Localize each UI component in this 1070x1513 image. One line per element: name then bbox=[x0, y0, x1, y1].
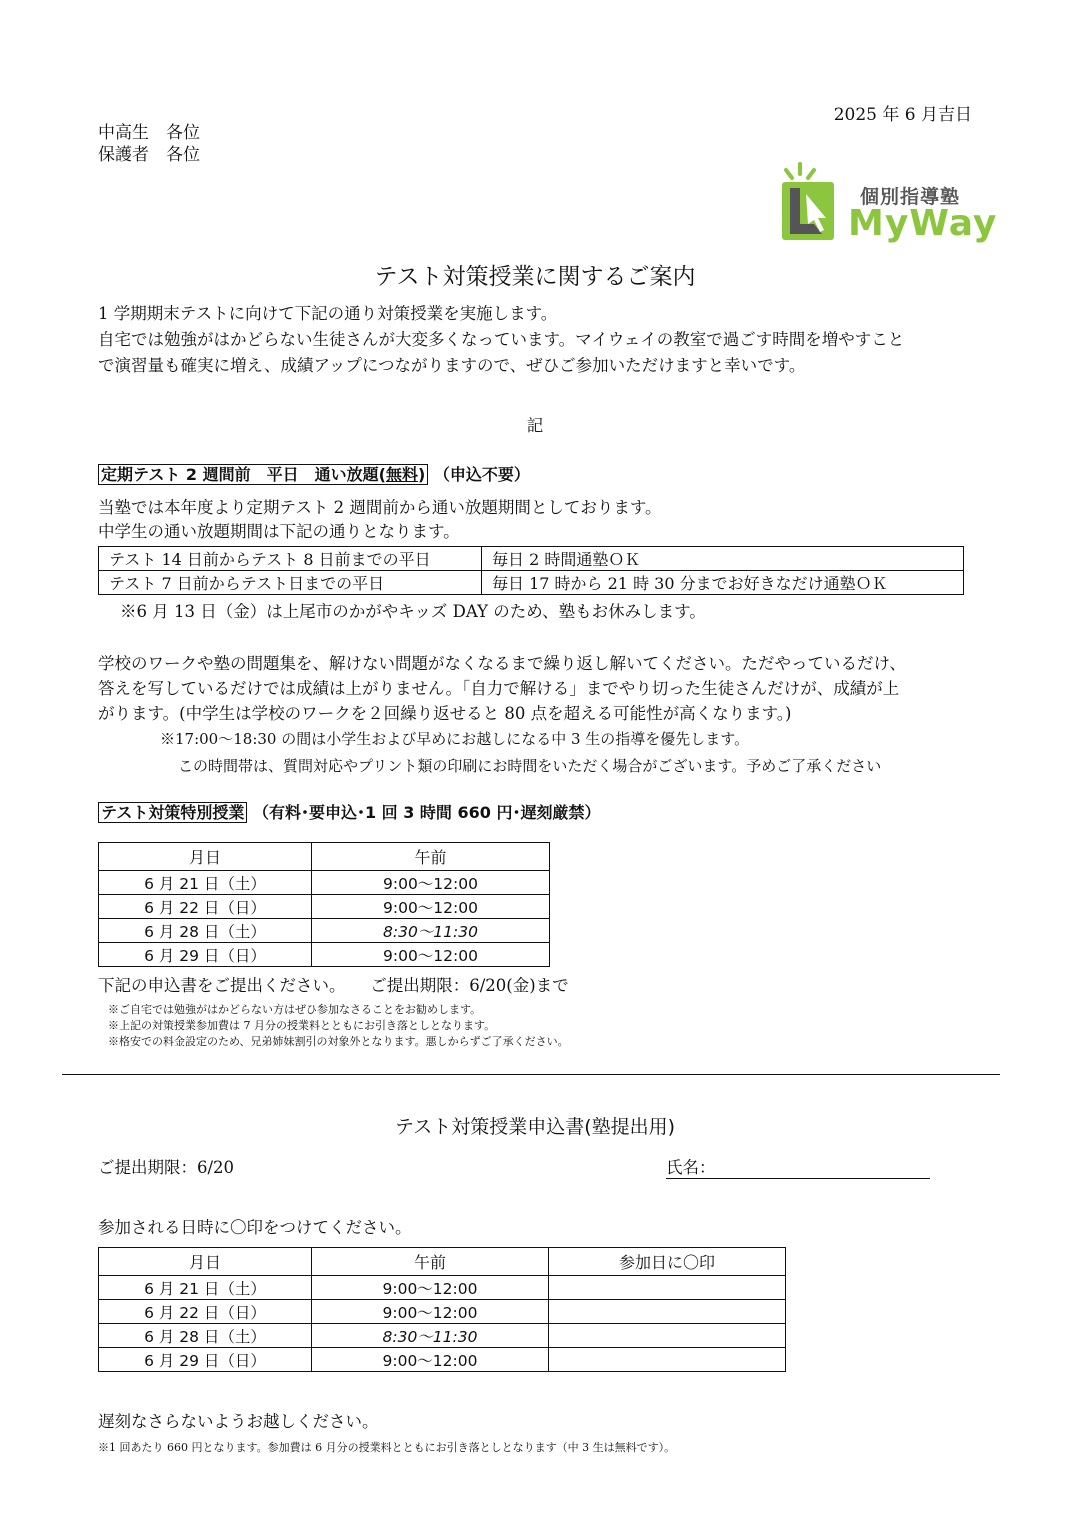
section2-heading-box: テスト対策特別授業 bbox=[98, 802, 247, 823]
advice-line-1: 学校のワークや塾の問題集を、解けない問題がなくなるまで繰り返し解いてください。ただやっているだけ、 bbox=[98, 654, 906, 673]
table-header-row bbox=[99, 1248, 786, 1276]
table-row bbox=[99, 1276, 786, 1300]
column-header-morning: 午前 bbox=[312, 1248, 549, 1276]
table-row bbox=[99, 1348, 786, 1372]
special-class-table bbox=[98, 842, 550, 967]
table-cell: 6 月 21 日（土） bbox=[99, 871, 312, 895]
intro-line-1: 1 学期期末テストに向けて下記の通り対策授業を実施します。 bbox=[98, 304, 558, 323]
ki-marker: 記 bbox=[526, 416, 544, 435]
section2-heading bbox=[98, 800, 600, 823]
table-row bbox=[99, 571, 964, 595]
table-cell: 6 月 22 日（日） bbox=[99, 895, 312, 919]
footnote: ※1 回あたり 660 円となります。参加費は 6 月分の授業料とともにお引き落としとなります（中 3 生は無料です）。 bbox=[98, 1441, 676, 1454]
table-cell: テスト 14 日前からテスト 8 日前までの平日 bbox=[99, 547, 482, 571]
table-row bbox=[99, 547, 964, 571]
small-note-2: ※上記の対策授業参加費は 7 月分の授業料とともにお引き落としとなります。 bbox=[108, 1019, 496, 1032]
table-cell: 6 月 21 日（土） bbox=[99, 1276, 312, 1300]
attendance-mark-cell[interactable] bbox=[549, 1300, 786, 1324]
table-cell: 8:30～11:30 bbox=[312, 1324, 549, 1348]
table-cell: 9:00～12:00 bbox=[312, 943, 550, 967]
section1-note: （申込不要） bbox=[433, 465, 530, 484]
table-row bbox=[99, 895, 550, 919]
section1-line-2: 中学生の通い放題期間は下記の通りとなります。 bbox=[98, 522, 460, 541]
table-cell: テスト 7 日前からテスト日までの平日 bbox=[99, 571, 482, 595]
advice-line-3: がります。(中学生は学校のワークを２回繰り返せると 80 点を超える可能性が高くなります。) bbox=[98, 704, 792, 723]
free-attendance-table bbox=[98, 546, 964, 595]
column-header-date: 月日 bbox=[99, 1248, 312, 1276]
table-cell: 6 月 28 日（土） bbox=[99, 1324, 312, 1348]
column-header-date: 月日 bbox=[99, 843, 312, 871]
section2-note: （有料･要申込･1 回 3 時間 660 円･遅刻厳禁） bbox=[252, 803, 601, 822]
table-cell: 9:00～12:00 bbox=[312, 1276, 549, 1300]
form-title: テスト対策授業申込書(塾提出用) bbox=[394, 1116, 676, 1138]
section1-heading-free: 無料 bbox=[385, 465, 418, 484]
table-row bbox=[99, 1300, 786, 1324]
attendance-mark-cell[interactable] bbox=[549, 1348, 786, 1372]
table-cell: 9:00～12:00 bbox=[312, 871, 550, 895]
section1-line-1: 当塾では本年度より定期テスト 2 週間前から通い放題期間としております。 bbox=[98, 498, 662, 517]
intro-line-2: 自宅では勉強がはかどらない生徒さんが大変多くなっています。マイウェイの教室で過ごす時間を増やすこと bbox=[98, 330, 905, 349]
divider bbox=[62, 1074, 1000, 1075]
table-cell: 6 月 29 日（日） bbox=[99, 943, 312, 967]
small-note-3: ※格安での料金設定のため、兄弟姉妹割引の対象外となります。悪しからずご了承ください。 bbox=[108, 1035, 569, 1048]
priority-note-2: この時間帯は、質問対応やプリント類の印刷にお時間をいただく場合がございます。予めご了承ください bbox=[178, 757, 882, 775]
column-header-morning: 午前 bbox=[312, 843, 550, 871]
section1-heading-box bbox=[98, 464, 428, 485]
attendance-mark-cell[interactable] bbox=[549, 1276, 786, 1300]
recipient-parents: 保護者 各位 bbox=[98, 145, 200, 165]
form-instruction: 参加される日時に〇印をつけてください。 bbox=[98, 1218, 412, 1237]
recipient-students: 中高生 各位 bbox=[98, 123, 200, 143]
intro-line-3: で演習量も確実に増え、成績アップにつながりますので、ぜひご参加いただけますと幸いです。 bbox=[98, 356, 806, 375]
table-row bbox=[99, 919, 550, 943]
table-cell: 毎日 2 時間通塾ＯＫ bbox=[482, 547, 964, 571]
small-note-1: ※ご自宅では勉強がはかどらない方はぜひ参加なさることをお勧めします。 bbox=[108, 1003, 482, 1016]
logo-text-school: 個別指導塾 bbox=[860, 186, 961, 208]
table-cell: 6 月 28 日（土） bbox=[99, 919, 312, 943]
form-deadline: ご提出期限：6/20 bbox=[98, 1158, 235, 1177]
table-cell: 9:00～12:00 bbox=[312, 1348, 549, 1372]
table-row bbox=[99, 871, 550, 895]
page-title: テスト対策授業に関するご案内 bbox=[374, 264, 696, 290]
column-header-mark: 参加日に〇印 bbox=[549, 1248, 786, 1276]
table-cell: 9:00～12:00 bbox=[312, 895, 550, 919]
priority-note-1: ※17:00～18:30 の間は小学生および早めにお越しになる中 3 生の指導を優先します。 bbox=[160, 730, 750, 748]
attendance-mark-cell[interactable] bbox=[549, 1324, 786, 1348]
table-cell: 8:30～11:30 bbox=[312, 919, 550, 943]
application-table bbox=[98, 1247, 786, 1372]
table-cell: 毎日 17 時から 21 時 30 分までお好きなだけ通塾ＯＫ bbox=[482, 571, 964, 595]
logo-text-brand: MyWay bbox=[848, 203, 998, 244]
table-cell: 9:00～12:00 bbox=[312, 1300, 549, 1324]
advice-line-2: 答えを写しているだけでは成績は上がりません。「自力で解ける」までやり切った生徒さんだけが、成績が上 bbox=[98, 679, 900, 698]
section1-heading bbox=[98, 462, 530, 485]
table-cell: 6 月 29 日（日） bbox=[99, 1348, 312, 1372]
holiday-note: ※6 月 13 日（金）は上尾市のかがやキッズ DAY のため、塾もお休みします。 bbox=[120, 602, 706, 621]
table-cell: 6 月 22 日（日） bbox=[99, 1300, 312, 1324]
closing-message: 遅刻なさらないようお越しください。 bbox=[98, 1412, 379, 1431]
table-row bbox=[99, 1324, 786, 1348]
document-date: 2025 年 6 月吉日 bbox=[833, 105, 972, 125]
name-signature-line[interactable] bbox=[666, 1178, 930, 1179]
section1-heading-text: 定期テスト 2 週間前 平日 通い放題( bbox=[101, 465, 386, 484]
submit-instruction: 下記の申込書をご提出ください。 ご提出期限：6/20(金)まで bbox=[98, 976, 569, 995]
section1-heading-close: ) bbox=[417, 465, 426, 484]
table-header-row bbox=[99, 843, 550, 871]
table-row bbox=[99, 943, 550, 967]
name-label: 氏名： bbox=[666, 1158, 716, 1177]
